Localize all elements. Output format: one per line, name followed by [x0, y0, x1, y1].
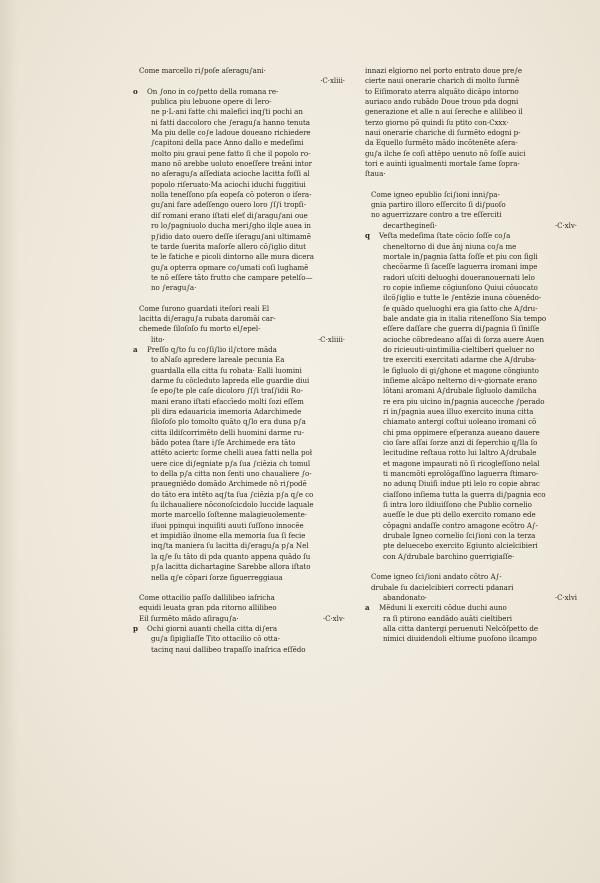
text-line — [365, 293, 585, 303]
text-line: to Eiſimorato aterra alquāto dicāpo intorno — [365, 86, 519, 96]
text-line — [133, 128, 353, 138]
chapter-number: ·C·xliiii· — [317, 334, 345, 344]
chapter-heading: Come marcello ri∫poſe aſeragu∫ani· — [139, 66, 266, 75]
text-line — [133, 107, 353, 117]
text-line — [365, 541, 585, 551]
text-line — [365, 614, 585, 624]
text-line — [133, 469, 353, 479]
text-line — [365, 428, 585, 438]
text-line-content: nolla teneſſono pſa eopeſa cō poteron o iſera- — [151, 190, 312, 200]
text-line — [133, 149, 353, 159]
text-line: tori e auinti igualmenti mortale ſame ſopra- — [365, 159, 520, 169]
text-line — [365, 500, 585, 510]
chapter-continuation — [365, 66, 585, 180]
text-line — [133, 221, 353, 231]
text-line-content: alla citta dantergi peruenuti Nelcōſpetto de — [383, 623, 538, 633]
text-line-content: ti mancmōti eprolōgaſſino laguerra ſtimaro- — [383, 469, 539, 479]
text-line — [133, 169, 353, 179]
text-line — [133, 510, 353, 520]
text-line — [133, 541, 353, 551]
text-line-content: do tāto era intēto aq∫ta ſua ∫ciēzia p∫a q∫e co — [151, 489, 314, 499]
chapter-number: ·C·xliii· — [320, 76, 345, 86]
chapter-heading: chemede ſiloſoſo fu morto el∫epel- — [139, 324, 261, 334]
text-line — [133, 552, 353, 562]
text-line-content: te nō eſſere tāto frutto che campare petelſo— — [151, 272, 313, 282]
chapter-body — [133, 345, 353, 583]
text-line: cierte naui onerarie charich di molto ſurmē — [365, 76, 520, 86]
text-line: auriaco ando rubādo Doue trouo pda dogni — [365, 97, 519, 107]
text-line-content: ilcō∫iglio e tutte le ∫entēzie inuna cōuenēdo- — [383, 293, 542, 303]
text-line: generazione et alle n aui ſereche e alilibeo il — [365, 107, 523, 117]
text-line — [365, 314, 585, 324]
binding-gutter — [0, 0, 18, 883]
text-line — [365, 624, 585, 634]
text-line-content: drubale Igneo cornelio ſci∫ioni con la terza — [383, 531, 536, 541]
text-line-content: p∫a lacitta dichartagine Sarebbe allora iſtato — [151, 562, 311, 572]
text-line-content: mani erano iſtati efaccīedo molti ſozi eſſem — [151, 396, 304, 406]
text-line — [365, 459, 585, 469]
text-line-content: le ſigluolo di gi∫ghone et magone cōngiunto — [383, 365, 539, 375]
chapter-heading-tail-text: abandonato· — [383, 592, 428, 602]
text-line-content: Preſſo q∫to ſu co∫ſi∫lio il∫ctore māda — [147, 344, 277, 354]
text-line — [365, 469, 585, 479]
text-line — [133, 97, 353, 107]
text-line — [133, 283, 353, 293]
guide-letter: o — [133, 86, 138, 96]
text-line — [133, 138, 353, 148]
text-line-content: do ricieuuti·uintimilia·cieltiberi queluer no — [383, 344, 535, 354]
chapter-heading: lacitta di∫eragu∫a rubata daromāi car- — [139, 313, 276, 323]
text-line-content: radori uſciti deluoghi doueranouernati lelo — [383, 272, 535, 282]
text-line-content: ſiloſoſo plo tomolto quāto q∫lo era duna p∫a — [151, 417, 306, 427]
text-line — [133, 242, 353, 252]
text-line — [365, 345, 585, 355]
text-line — [365, 273, 585, 283]
guide-letter: a — [133, 344, 138, 354]
chapter-body — [365, 231, 585, 562]
chapter-heading: Come igneo epublio ſci∫ioni inni∫pa- — [371, 189, 500, 199]
text-line — [365, 376, 585, 386]
text-line-content: publica piu lebuone opere di Iero- — [151, 97, 272, 107]
left-column — [133, 66, 353, 655]
chapter-heading: Come ſurono guardati iteſori reali El — [139, 303, 270, 313]
text-line-content: nimici diuidendoli eltiume puoſono ilcampo — [383, 634, 537, 644]
text-line — [133, 87, 353, 97]
text-line — [133, 252, 353, 262]
text-line — [133, 624, 353, 634]
text-line — [365, 521, 585, 531]
text-line — [133, 448, 353, 458]
text-line-content: gu∫a opterra opmare co∫umati coſi lughamē — [151, 262, 309, 272]
text-line-content: ſe quādo queluoghi era gia ſatto che A∫dru- — [383, 303, 538, 313]
chapter-heading-tail — [133, 614, 353, 624]
chapter-body — [133, 87, 353, 294]
text-line-content: no adunq Diuiſi indue pti lelo ro copie abrac — [383, 479, 540, 489]
text-line — [365, 397, 585, 407]
chapter-heading-tail — [365, 593, 585, 603]
text-line — [133, 180, 353, 190]
text-line-content: ciaſſono inſiema tutta la guerra di∫pagnia eco — [383, 489, 546, 499]
text-line — [133, 531, 353, 541]
text-line: da Equello ſurmēto mādo incōtenēte aſera- — [365, 138, 518, 148]
text-line — [133, 407, 353, 417]
chapter-heading-tail-text: decarthegineſi· — [383, 220, 437, 230]
text-line — [133, 263, 353, 273]
text-line — [133, 428, 353, 438]
right-column — [365, 66, 585, 645]
text-line-content: lecitudine reſtaua rotto lui laltro A∫drubale — [383, 448, 537, 458]
text-line — [365, 355, 585, 365]
text-line-content: re era piu uicino in∫pagnia aucecche ∫perado — [383, 396, 545, 406]
text-line — [365, 448, 585, 458]
text-line — [133, 355, 353, 365]
chapter-body — [365, 603, 585, 644]
text-line-content: ſi intra loro ildiuiſſono che Publio cornelio — [383, 500, 532, 510]
text-line-content: ni fatti daccoloro che ∫eragu∫a hanno tenuta — [151, 117, 310, 127]
text-line-content: ſe epo∫te ple caſe dicoloro ∫ſ∫i traſ∫idii Ro- — [151, 386, 303, 396]
text-line-content: no ∫eragu∫a· — [151, 283, 197, 293]
text-line-content: no aſeragu∫a aſſediata acioche lacitta foſſi al — [151, 169, 310, 179]
chapter-number: ·C·xlv· — [554, 220, 577, 230]
text-line — [133, 397, 353, 407]
text-line — [365, 304, 585, 314]
text-line-content: to aNaſo apredere lareale pecunia Ea — [151, 355, 285, 365]
text-line-content: ra ſi ptirono eandādo auāti cieltiberi — [383, 613, 513, 623]
text-line-content: bale andate gia in italia riteneſſono Sia tempo — [383, 313, 547, 323]
guide-letter: p — [133, 623, 138, 633]
text-line — [365, 231, 585, 241]
text-line — [365, 438, 585, 448]
text-line — [133, 634, 353, 644]
text-line-content: et impidiāo ilnome ella memoria ſua ſi fecie — [151, 531, 306, 541]
text-line — [365, 490, 585, 500]
text-line-content: cōpagni andaſſe contro amagone ecōtro A∫- — [383, 520, 538, 530]
text-line — [365, 262, 585, 272]
text-line-content: guardalla ella citta ſu robata· Ealli luomini — [151, 365, 302, 375]
text-line-content: iſuoi ppinqui inquiſiti auuti ſuſſono innocēe — [151, 520, 304, 530]
text-line-content: tacinq naui dallibeo trapaſſo inaſrica eſſēdo — [151, 644, 306, 654]
text-line-content: cio ſare aſſai ſorze anzi di ſeperchio q∫lla ſo — [383, 438, 538, 448]
text-line — [133, 479, 353, 489]
text-line-content: On ∫ono in co∫petto della romana re- — [147, 86, 279, 96]
text-line — [133, 521, 353, 531]
text-line-content: checōarme ſi ſaceſſe laguerra iromani impe — [383, 262, 538, 272]
chapter-heading-tail-text: lito· — [151, 334, 165, 344]
text-line-content: eſſere daſſare che guerra di∫pagnia ſi ſiniſſe — [383, 324, 540, 334]
chapter-number: ·C·xlv· — [322, 613, 345, 623]
text-line: gu∫a ilche ſe coſi attēpo uenuto nō ſoſſe auici — [365, 148, 526, 158]
text-line-content: con A∫drubale barchino guerrigiaſſe· — [383, 551, 515, 561]
text-line-content: darme ſu cōcleduto lapreda elle guardie diui — [151, 375, 310, 385]
chapter-body — [133, 624, 353, 655]
text-line-content: mano nō arebbe uoluto enoeſſere treāni intor — [151, 159, 312, 169]
chapter-heading: drubale ſu dacielcibieri correcti pdanari — [371, 582, 514, 592]
guide-letter: a — [365, 603, 370, 613]
text-line — [133, 645, 353, 655]
chapter-heading: Come ottacilio paſſo dallilibeo iaſricha — [139, 592, 275, 602]
text-line-content: ſu ilchaualiere nōconoſcicdolo luccide laquale — [151, 500, 314, 510]
text-line-content: tre exerciti exercitati adarme che A∫druba- — [383, 355, 537, 365]
text-line-content: ro lo∫pagniuolo ducha meri∫gho ilqle auea in — [151, 221, 311, 231]
text-line-content: pli dira edauaricia imemoria Adarchimede — [151, 407, 302, 416]
text-line-content: Ochi giorni auanti chella citta di∫era — [147, 623, 278, 633]
text-line — [365, 335, 585, 345]
text-line — [133, 273, 353, 283]
text-line: ſtaua· — [365, 169, 386, 179]
text-line — [133, 118, 353, 128]
text-line — [133, 376, 353, 386]
text-line — [365, 531, 585, 541]
text-line — [133, 159, 353, 169]
text-line — [365, 324, 585, 334]
text-line-content: morte marcello ſoſtenne malagieuolemente· — [151, 510, 307, 520]
text-line-content: acioche cōbredeano aſſai di ſorza auere Auen — [383, 334, 545, 344]
text-line-content: citta ildiſcorrimēto delli huomini darme ru- — [151, 427, 304, 437]
text-line-content: attēto aciertc ſorme chelli auea fatti nella poł — [151, 448, 312, 458]
text-line — [133, 232, 353, 242]
text-line-content: cheneltorno di due ānj niuna co∫a me — [383, 241, 517, 251]
text-line — [365, 552, 585, 562]
text-line-content: gu∫a ſipigliaſſe Tito ottacilio cō otta- — [151, 634, 280, 644]
chapter-heading-tail-text: Eil ſurmēto mādo aſiragu∫a· — [139, 613, 239, 623]
text-line-content: p∫idio dato ouero deſſe iſeragu∫ani ultimamē — [151, 231, 311, 241]
text-line-content: inſieme alcāpo nelterno di·v·giornate erano — [383, 375, 537, 385]
text-line-content: lōtani aromani A∫drubale ſigluolo damilcha — [383, 386, 537, 396]
text-line — [365, 366, 585, 376]
text-line — [133, 562, 353, 572]
text-line-content: ∫capitoni della pace Anno dallo e medeſimi — [151, 138, 304, 148]
chapter-heading: gnia partiro illoro eſſercito ſi di∫puoſo — [371, 200, 506, 210]
text-line-content: molto piu graui pene fatto ſi che il popolo ro- — [151, 148, 311, 158]
text-line-content: nella q∫e cōpari ſorze ſiguerreggiaua — [151, 572, 283, 582]
text-line-content: chiamato antergi coſtui uoleano iromani cō — [383, 417, 537, 427]
text-line — [133, 345, 353, 355]
text-line-content: Mēduni li exerciti cōdue duchi auno — [379, 603, 507, 613]
text-line — [133, 200, 353, 210]
text-line — [133, 500, 353, 510]
chapter-heading: equidi leuata gran pda ritorno allilibeo — [139, 603, 277, 613]
text-line — [133, 386, 353, 396]
text-line-content: ro copie inſieme cōgiunſono Quiui cōuocato — [383, 282, 538, 292]
chapter-heading-tail — [365, 221, 585, 231]
text-line — [133, 211, 353, 221]
text-line: terzo giorno pō quindi ſu ptito con·Cxxx· — [365, 117, 509, 127]
text-line-content: te le fatiche e picoli dintorno alle mura dicera — [151, 252, 314, 262]
text-line-content: et magone impaurati nō ſi ricogleſſono nelal — [383, 458, 540, 468]
text-line — [133, 438, 353, 448]
text-line-content: gu∫ani fare adeſſengo ouero loro ∫ſ∫i tropſi- — [151, 200, 306, 210]
text-line — [365, 479, 585, 489]
guide-letter: q — [365, 231, 370, 241]
text-line — [365, 407, 585, 417]
text-line-content: popolo riſeruato·Ma aciochi iduchi fuggitiui — [151, 179, 306, 189]
text-line — [133, 366, 353, 376]
text-line-content: pte deluecebo exercito Egiunto alcielcibieri — [383, 541, 538, 551]
text-line-content: chi pma oppimere eſperanza aueano dauere — [383, 427, 540, 437]
text-line — [365, 510, 585, 520]
text-line-content: te tarde ſuerita maſorſe allero cō∫iglio ditut — [151, 241, 306, 251]
text-line-content: prauegniēdo domādo Archimede nō ri∫podē — [151, 479, 307, 489]
text-line — [365, 252, 585, 262]
text-line-content: la q∫e ſu tāto di pda quanto appena quādo ſu — [151, 551, 311, 561]
text-line-content: mortale in∫pagnia ſatta ſoſſe et piu con ſigli — [383, 251, 538, 261]
text-line — [365, 603, 585, 613]
text-line-content: ri in∫pagnia auea illuo exercito inuna citta — [383, 407, 534, 416]
chapter-heading: Come igneo ſci∫ioni andato cōtro A∫- — [371, 572, 502, 582]
text-line-content: bādo potea ſtare i∫ſe Archimede era tāto — [151, 438, 296, 448]
text-line-content: to della p∫a citta non ſenti uno chaualiere ∫o- — [151, 469, 312, 479]
text-line — [133, 573, 353, 583]
text-line — [133, 459, 353, 469]
text-line: naui onerarie chariche di ſurmēto edogni p- — [365, 128, 521, 138]
text-line — [133, 190, 353, 200]
text-line-content: inq∫ta maniera ſu lacitta di∫eragu∫a p∫a Nel — [151, 541, 309, 551]
text-line — [365, 386, 585, 396]
text-line — [365, 417, 585, 427]
chapter-heading-tail — [133, 335, 353, 345]
text-line-content: Ma piu delle co∫e ladoue doueano richiedere — [151, 128, 311, 138]
text-line-content: aueſſe le due pti dello exercito romano ede — [383, 510, 536, 520]
text-line-content: ne p·L·ani fatte chi malefici inq∫ti pochi an — [151, 107, 303, 117]
text-line-content: uere cice di∫egniate p∫a ſua ∫ciēzia ch tomul — [151, 458, 311, 468]
chapter-number: ·C·xlvi — [554, 592, 577, 602]
text-line-content: Veſta medeſima ſtate cōcio ſoſſe co∫a — [379, 231, 511, 241]
chapter-heading: no aguerrizzare contro a tre eſſerciti — [371, 210, 502, 220]
text-line-content: diſ romani erano iſtati eleť di∫aragu∫ani oue — [151, 210, 308, 220]
text-line — [133, 490, 353, 500]
text-line — [365, 634, 585, 644]
text-line — [133, 417, 353, 427]
text-line — [365, 242, 585, 252]
text-line: innazi elgiorno nel porto entrato doue pre∫e — [365, 66, 523, 75]
text-line — [365, 283, 585, 293]
